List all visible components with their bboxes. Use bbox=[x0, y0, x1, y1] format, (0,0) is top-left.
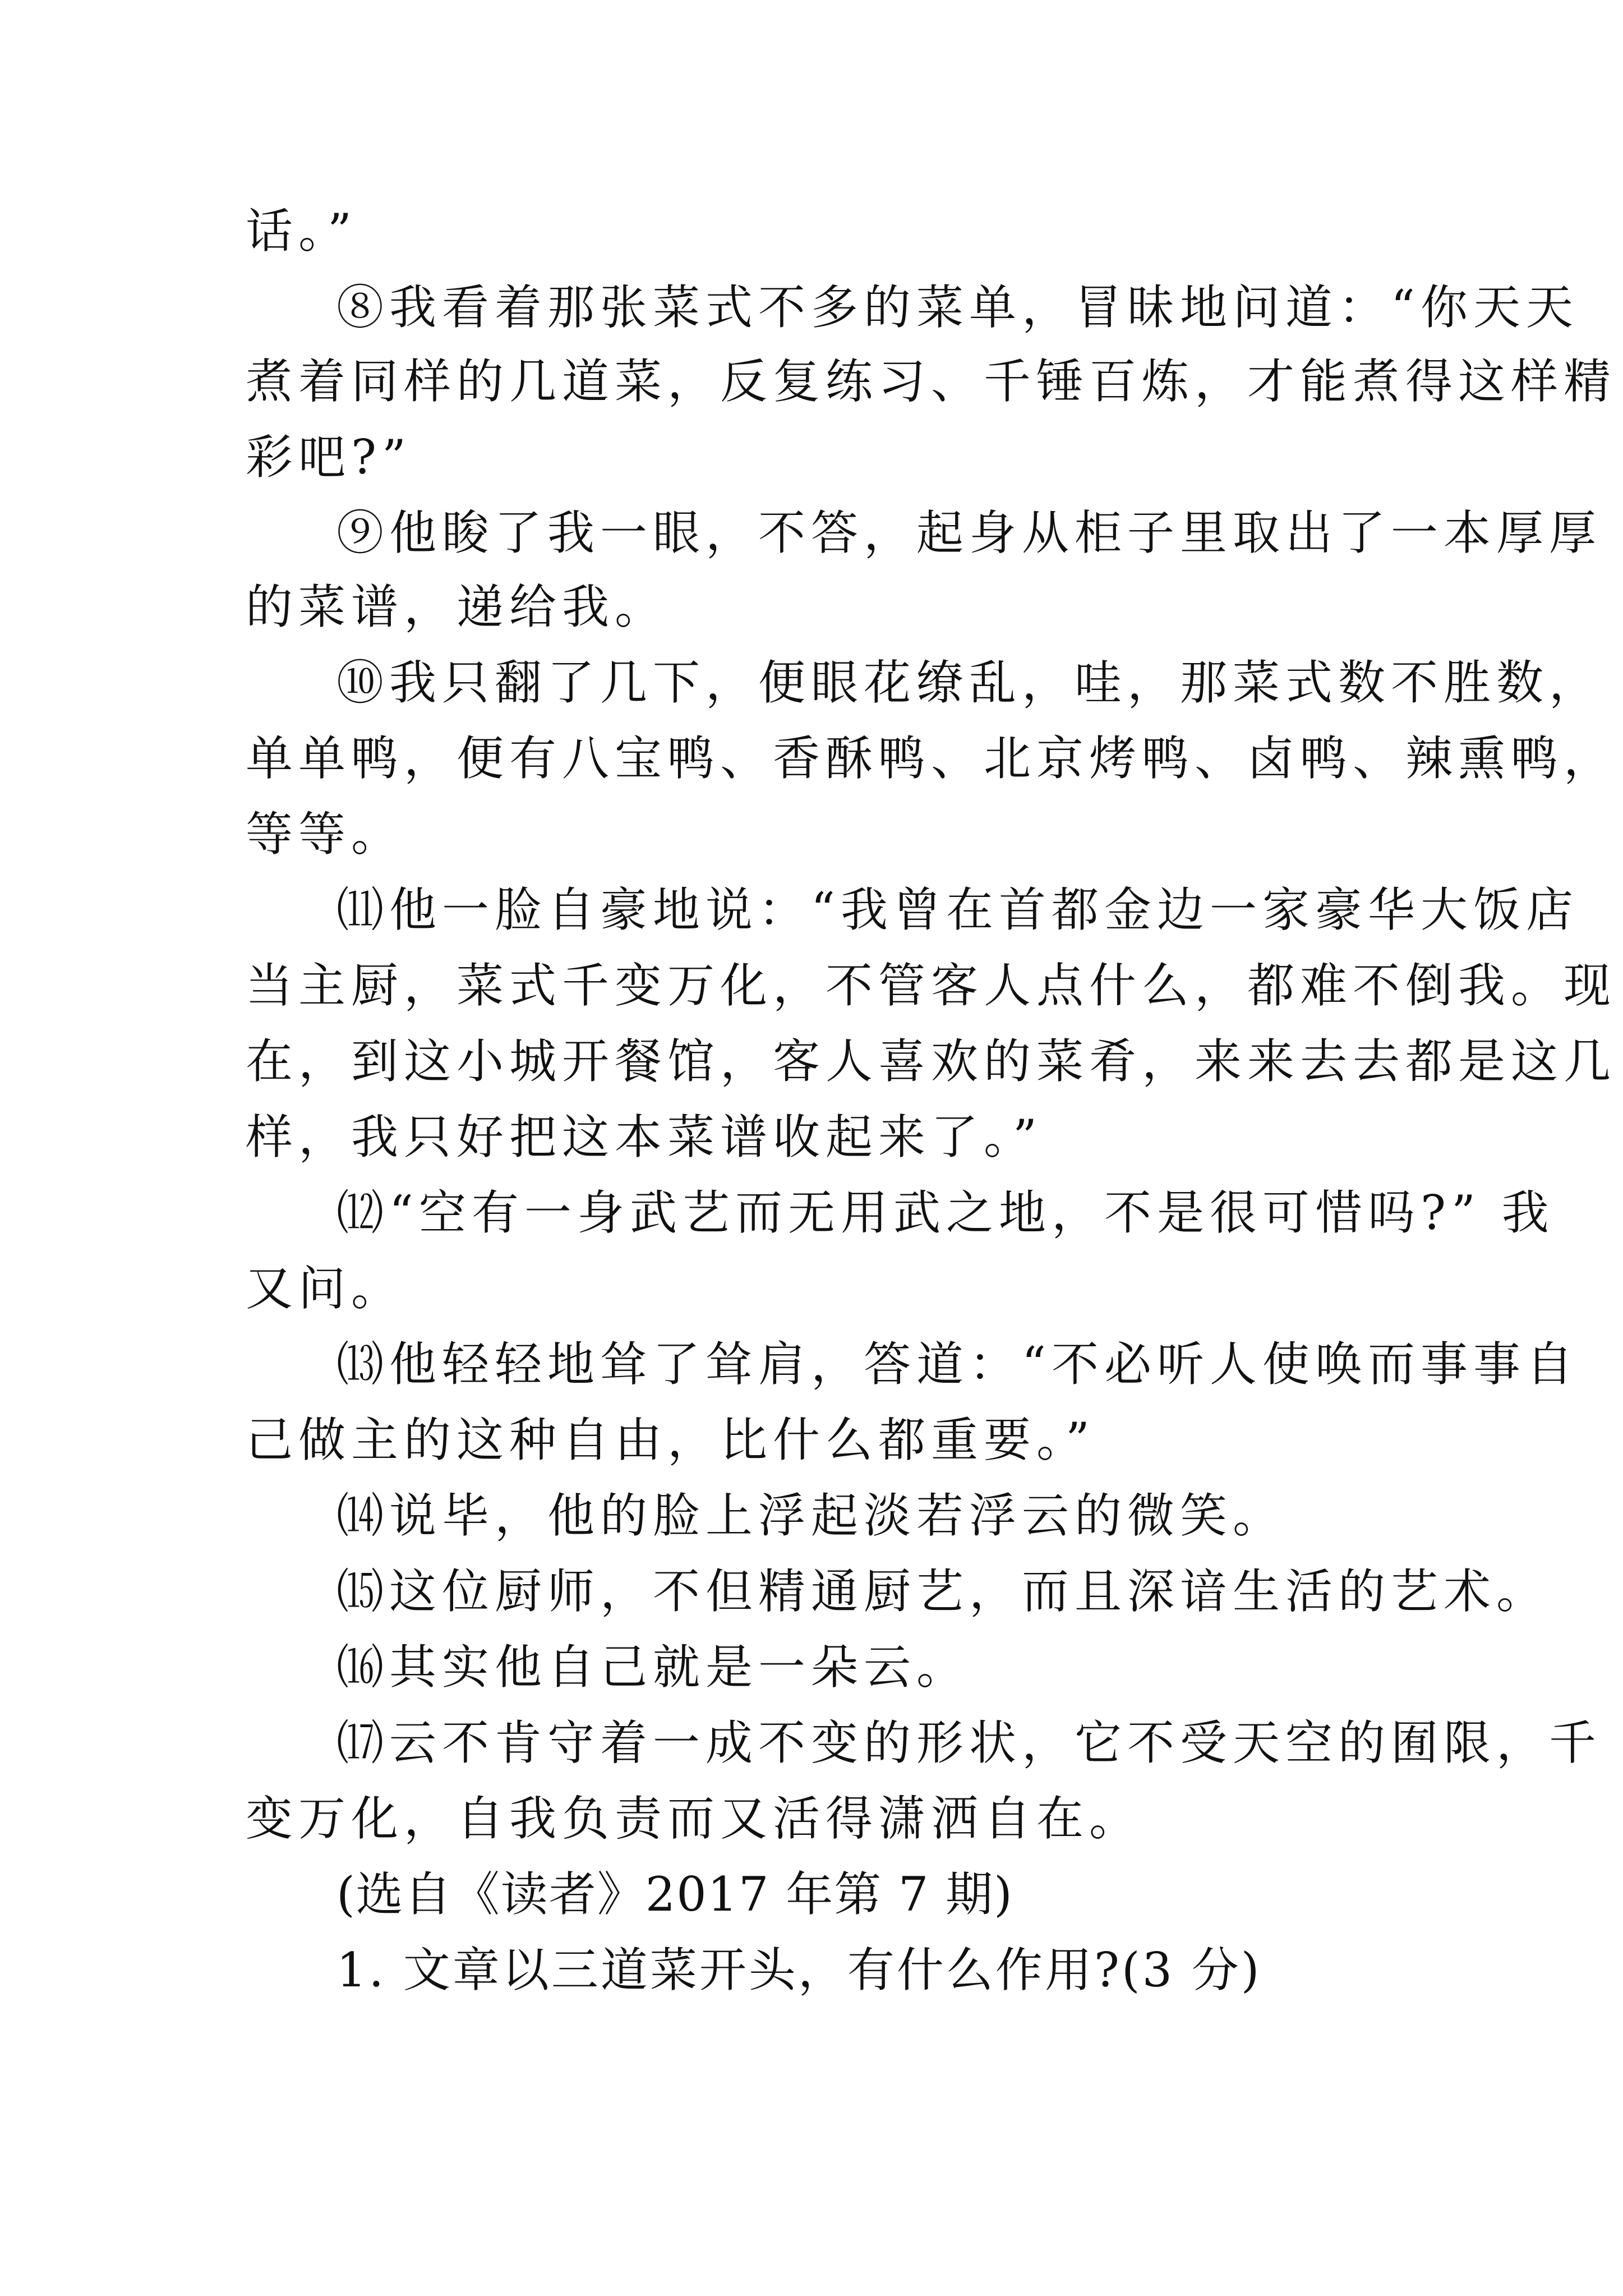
paragraph-8-line: 彩吧?” bbox=[246, 430, 412, 485]
paragraph-11-line: ⑾他一脸自豪地说：“我曾在首都金边一家豪华大饭店 bbox=[336, 882, 1579, 937]
paragraph-9-line: 的菜谱，递给我。 bbox=[246, 579, 668, 634]
paragraph-16-line: ⒃其实他自己就是一朵云。 bbox=[336, 1640, 970, 1695]
paragraph-15-line: ⒂这位厨师，不但精通厨艺，而且深谙生活的艺术。 bbox=[336, 1564, 1550, 1619]
paragraph-10-line: 等等。 bbox=[246, 807, 404, 862]
paragraph-10-line: ⑩我只翻了几下，便眼花缭乱，哇，那菜式数不胜数， bbox=[336, 655, 1602, 710]
text-line: 话。” bbox=[246, 204, 357, 259]
source-citation: (选自《读者》2017 年第 7 期) bbox=[336, 1867, 1013, 1922]
paragraph-8-line: ⑧我看着那张菜式不多的菜单，冒昧地问道：“你天天 bbox=[336, 280, 1579, 335]
paragraph-11-line: 样，我只好把这本菜谱收起来了。” bbox=[246, 1110, 1043, 1165]
paragraph-17-line: ⒄云不肯守着一成不变的形状，它不受天空的囿限，千 bbox=[336, 1715, 1602, 1770]
paragraph-14-line: ⒁说毕，他的脸上浮起淡若浮云的微笑。 bbox=[336, 1488, 1286, 1543]
paragraph-17-line: 变万化，自我负责而又活得潇洒自在。 bbox=[246, 1791, 1142, 1846]
paragraph-12-line: 又问。 bbox=[246, 1261, 404, 1316]
paragraph-11-line: 当主厨，菜式千变万化，不管客人点什么，都难不倒我。现 bbox=[246, 958, 1617, 1013]
paragraph-11-line: 在，到这小城开餐馆，客人喜欢的菜肴，来来去去都是这几 bbox=[246, 1034, 1617, 1089]
paragraph-13-line: 己做主的这种自由，比什么都重要。” bbox=[246, 1412, 1095, 1467]
paragraph-8-line: 煮着同样的几道菜，反复练习、千锤百炼，才能煮得这样精 bbox=[246, 354, 1617, 409]
paragraph-10-line: 单单鸭，便有八宝鸭、香酥鸭、北京烤鸭、卤鸭、辣熏鸭， bbox=[246, 731, 1617, 786]
paragraph-9-line: ⑨他睃了我一眼，不答，起身从柜子里取出了一本厚厚 bbox=[336, 505, 1602, 560]
paragraph-13-line: ⒀他轻轻地耸了耸肩，答道：“不必听人使唤而事事自 bbox=[336, 1337, 1579, 1392]
question-1: 1. 文章以三道菜开头，有什么作用?(3 分) bbox=[336, 1943, 1262, 1998]
paragraph-12-line: ⑿“空有一身武艺而无用武之地，不是很可惜吗?” 我 bbox=[336, 1185, 1555, 1240]
